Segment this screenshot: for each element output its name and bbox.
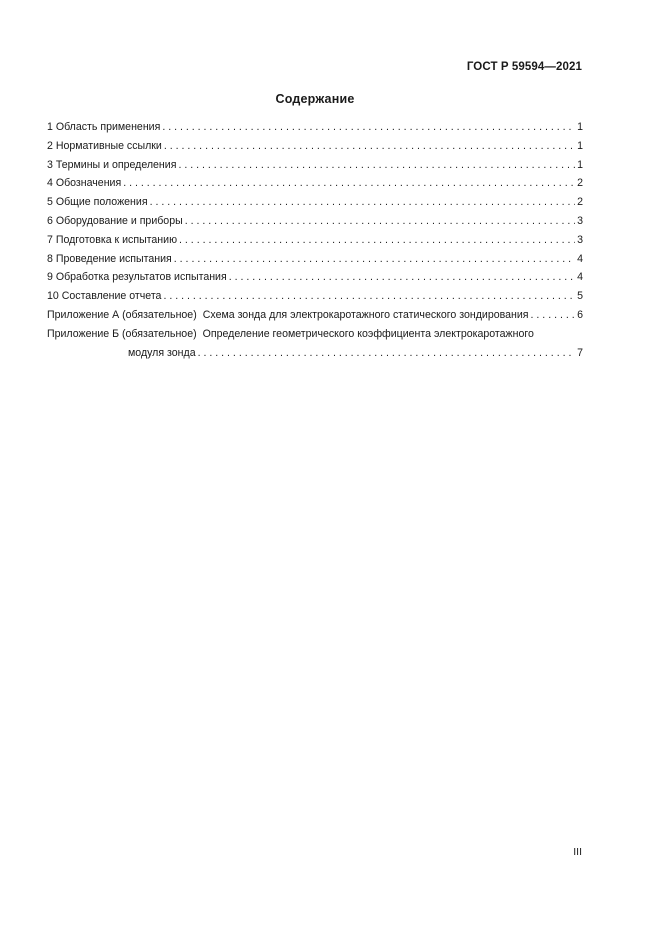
toc-entry-label — [47, 309, 529, 321]
appendix-a-title: Схема зонда для электрокаротажного статического зондирования — [202, 308, 529, 321]
toc-entry-page: 1 — [577, 139, 583, 152]
toc-entry-page: 7 — [577, 346, 583, 359]
toc-entry-label: 3 Термины и определения — [47, 158, 177, 171]
appendix-a-head: Приложение А (обязательное) — [47, 308, 197, 321]
toc-leader-dots — [162, 121, 575, 133]
toc-leader-dots — [178, 159, 575, 171]
toc-entry-page: 1 — [577, 121, 583, 133]
toc-entry-appendix-b-continuation[interactable] — [47, 347, 583, 366]
toc-entry-label: 1 Область применения — [47, 121, 161, 133]
toc-entry-label: 10 Составление отчета — [47, 290, 162, 303]
toc-leader-dots — [150, 196, 576, 208]
toc-entry-3[interactable] — [47, 159, 583, 178]
toc-leader-dots — [163, 290, 575, 302]
toc-entry-8[interactable] — [47, 253, 583, 272]
toc-entry-label: 4 Обозначения — [47, 177, 122, 190]
toc-entry-page: 2 — [577, 177, 583, 190]
toc-leader-dots — [164, 140, 575, 152]
toc-entry-6[interactable] — [47, 215, 583, 234]
toc-entry-10[interactable] — [47, 290, 583, 309]
page-number: III — [573, 846, 582, 858]
toc-entry-page: 2 — [577, 196, 583, 209]
toc-leader-dots — [123, 177, 575, 189]
appendix-b-title-line2: модуля зонда — [128, 346, 196, 359]
toc-entry-7[interactable] — [47, 234, 583, 253]
document-id-header: ГОСТ Р 59594—2021 — [466, 61, 582, 73]
toc-entry-label: 2 Нормативные ссылки — [47, 139, 162, 152]
toc-entry-label: 6 Оборудование и приборы — [47, 214, 183, 227]
toc-entry-appendix-b[interactable] — [47, 328, 583, 347]
toc-entry-page: 3 — [577, 233, 583, 246]
toc-entry-appendix-a[interactable] — [47, 309, 583, 328]
table-of-contents — [47, 121, 583, 365]
toc-leader-dots — [185, 215, 575, 227]
toc-entry-2[interactable] — [47, 140, 583, 159]
appendix-b-title-line1: Определение геометрического коэффициента электрокаротажного — [202, 327, 534, 340]
toc-entry-label: 9 Обработка результатов испытания — [47, 271, 227, 284]
toc-entry-5[interactable] — [47, 196, 583, 215]
toc-leader-dots — [198, 347, 575, 359]
toc-entry-label: 5 Общие положения — [47, 196, 148, 209]
toc-entry-1[interactable] — [47, 121, 583, 140]
toc-entry-label: 8 Проведение испытания — [47, 252, 172, 265]
toc-entry-9[interactable] — [47, 271, 583, 290]
appendix-b-head: Приложение Б (обязательное) — [47, 327, 197, 340]
toc-entry-label: 7 Подготовка к испытанию — [47, 233, 178, 246]
toc-entry-page: 4 — [577, 252, 583, 265]
toc-entry-4[interactable] — [47, 177, 583, 196]
toc-title: Содержание — [275, 92, 355, 106]
toc-entry-page: 6 — [577, 308, 583, 321]
toc-entry-label — [47, 328, 534, 340]
toc-leader-dots — [531, 309, 576, 321]
toc-entry-page: 5 — [577, 290, 583, 303]
toc-entry-page: 3 — [577, 214, 583, 227]
toc-leader-dots — [229, 271, 575, 283]
toc-entry-page: 4 — [577, 271, 583, 284]
toc-entry-page: 1 — [577, 158, 583, 171]
toc-leader-dots — [179, 234, 575, 246]
toc-leader-dots — [174, 253, 575, 265]
